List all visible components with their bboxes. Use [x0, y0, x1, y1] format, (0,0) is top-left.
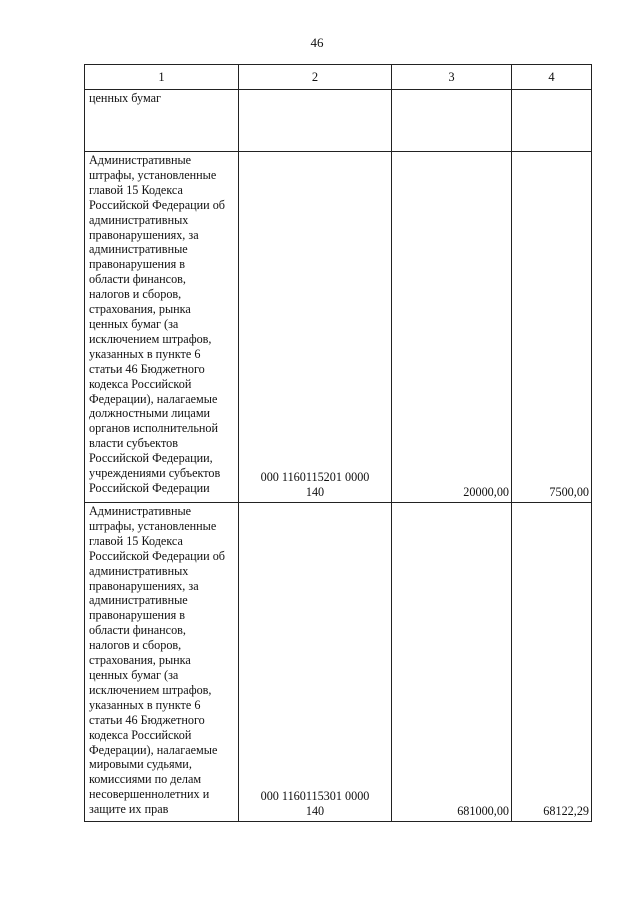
row-col4-cell — [512, 503, 592, 822]
row-name: ценных бумаг — [89, 91, 162, 105]
row-name-cell — [85, 503, 239, 822]
row-col3-cell — [392, 503, 512, 822]
row-code-cell — [239, 503, 392, 822]
row-col3-cell — [392, 152, 512, 503]
table-row — [85, 90, 592, 152]
table-row — [85, 152, 592, 503]
header-col-1: 1 — [85, 65, 239, 90]
row-col3-cell — [392, 90, 512, 152]
page-number: 46 — [310, 35, 324, 50]
row-col3: 20000,00 — [463, 485, 509, 500]
budget-table — [84, 64, 592, 822]
row-code-cell — [239, 90, 392, 152]
header-col-2: 2 — [239, 65, 392, 90]
header-col-4: 4 — [512, 65, 592, 90]
row-col4: 7500,00 — [549, 485, 589, 500]
row-code-cell — [239, 152, 392, 503]
row-name: Административные штрафы, установленные главой 15 Кодекса Российской Федерации об административных правонарушениях, за административные правонарушения в области финансов, налогов и сборов, страхования, рынка ценных бумаг (за исключением штрафов, указанных в пункте 6 статьи 46 Бюджетного кодекса Российской Федерации), налагаемые мировыми судьями, комиссиями по делам несовершеннолетних и защите их прав — [89, 504, 226, 817]
row-code: 000 1160115301 0000 140 — [260, 789, 370, 819]
row-code: 000 1160115201 0000 140 — [260, 470, 370, 500]
row-name: Административные штрафы, установленные главой 15 Кодекса Российской Федерации об административных правонарушениях, за административные правонарушения в области финансов, налогов и сборов, страхования, рынка ценных бумаг (за исключением штрафов, указанных в пункте 6 статьи 46 Бюджетного кодекса Российской Федерации), налагаемые должностными лицами органов исполнительной власти субъектов Российской Федерации, учреждениями субъектов Российской Федерации — [89, 153, 226, 495]
row-col3: 681000,00 — [457, 804, 509, 819]
table-header-row — [85, 65, 592, 90]
row-col4-cell — [512, 152, 592, 503]
table-row — [85, 503, 592, 822]
row-col4-cell — [512, 90, 592, 152]
row-name-cell — [85, 152, 239, 503]
header-col-3: 3 — [392, 65, 512, 90]
row-name-cell — [85, 90, 239, 152]
row-col4: 68122,29 — [543, 804, 589, 819]
